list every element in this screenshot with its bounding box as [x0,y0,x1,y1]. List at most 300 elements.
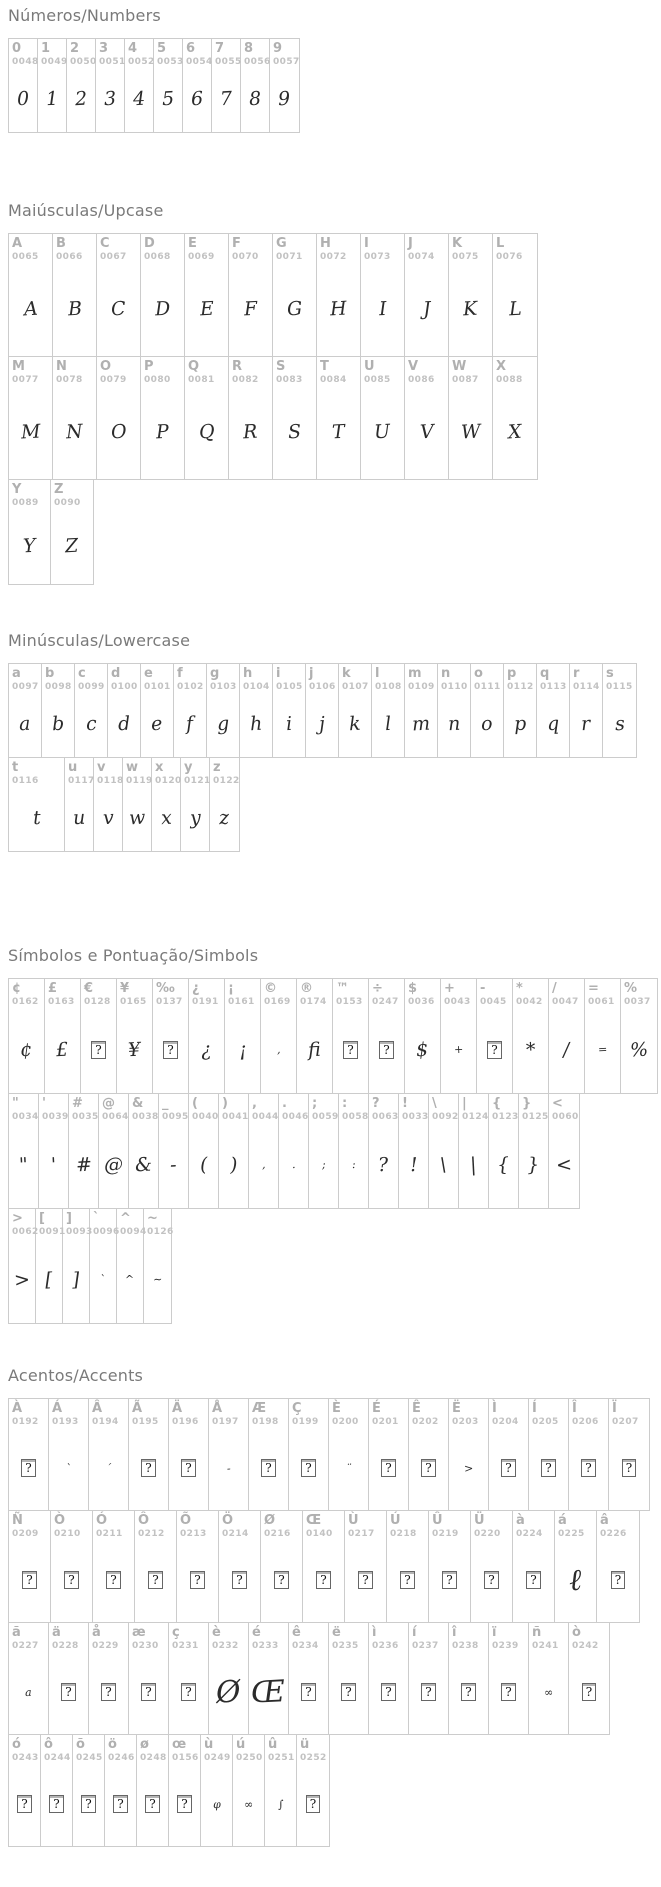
glyph-cell-0109 [405,664,438,757]
cell-char-label: ü [300,1737,310,1752]
glyph-cell-0108 [372,664,405,757]
cell-head [537,664,569,692]
cell-glyph-area [75,692,107,757]
cell-char-label: ; [312,1096,318,1111]
cell-glyph-area [513,1007,548,1093]
glyph-cell-0252 [297,1735,329,1846]
cell-head [273,664,305,692]
cell-char-label: D [144,236,155,251]
glyph-cell-0051 [96,39,125,132]
cell-glyph-area [39,1122,68,1208]
sections [8,6,655,1847]
cell-head [90,1209,120,1237]
cell-head [289,1399,328,1427]
glyph-row [8,1734,330,1847]
glyph-cell-0074 [405,234,449,356]
cell-char-label: ® [300,981,313,996]
handwritten-glyph: V [419,420,434,444]
glyph-cell-0089 [9,480,51,584]
cell-char-label: H [320,236,331,251]
cell-head [108,664,140,692]
handwritten-glyph: ∫ [277,1797,284,1811]
cell-char-label: ` [93,1211,100,1226]
handwritten-glyph: ∞ [243,1797,254,1812]
glyph-cell-0049 [38,39,67,132]
cell-char-label: ] [66,1211,72,1226]
cell-glyph-area [504,692,536,757]
glyph-cell-0104 [240,664,273,757]
missing-glyph-box: ? [501,1683,515,1701]
cell-head [405,234,448,262]
cell-unicode-label: 0219 [432,1528,459,1539]
cell-unicode-label: 0199 [292,1416,319,1427]
cell-unicode-label: 0071 [276,251,303,262]
cell-head [36,1209,66,1237]
cell-head [273,234,316,262]
handwritten-glyph: φ [212,1797,221,1812]
cell-glyph-area [369,1427,408,1510]
cell-unicode-label: 0049 [41,56,68,67]
cell-unicode-label: 0084 [320,374,347,385]
glyph-cell-0048 [9,39,38,132]
handwritten-glyph: } [526,1153,541,1177]
glyph-cell-0111 [471,664,504,757]
cell-glyph-area [9,1763,40,1846]
cell-unicode-label: 0209 [12,1528,39,1539]
glyph-cell-0119 [123,758,152,851]
cell-head [219,1094,248,1122]
cell-head [177,1511,218,1539]
handwritten-glyph: ℓ [568,1562,583,1599]
cell-char-label: 5 [157,41,167,56]
cell-glyph-area [489,1651,528,1734]
cell-head [9,234,52,262]
glyph-cell-0121 [181,758,210,851]
glyph-cell-0128 [81,979,117,1093]
glyph-cell-0072 [317,234,361,356]
handwritten-glyph: $ [415,1038,430,1062]
cell-head [63,1209,93,1237]
cell-glyph-area [333,1007,368,1093]
missing-glyph-box: ? [145,1795,159,1813]
cell-glyph-area [609,1427,649,1510]
cell-unicode-label: 0056 [244,56,271,67]
missing-glyph-box: ? [163,1041,177,1059]
glyph-cell-0101 [141,664,174,757]
glyph-cell-0225 [555,1511,597,1622]
glyph-cell-0038 [129,1094,159,1208]
cell-head [241,39,269,67]
cell-head [289,1623,328,1651]
cell-glyph-area [169,1427,208,1510]
cell-glyph-area [493,385,537,479]
handwritten-glyph: 7 [219,88,233,111]
cell-char-label: X [496,359,507,374]
missing-glyph-box: ? [526,1571,540,1589]
cell-char-label: ù [204,1737,214,1752]
missing-glyph-box: ? [106,1571,120,1589]
cell-glyph-area [51,1539,92,1622]
cell-char-label: Ö [222,1513,234,1528]
glyph-cell-0106 [306,664,339,757]
cell-char-label: & [132,1096,144,1111]
cell-char-label: I [364,236,369,251]
glyph-cell-0042 [513,979,549,1093]
cell-unicode-label: 0035 [72,1111,99,1122]
cell-unicode-label: 0251 [268,1752,295,1763]
cell-unicode-label: 0072 [320,251,347,262]
glyph-cell-0095 [159,1094,189,1208]
cell-head [183,39,211,67]
glyph-cell-0033 [399,1094,429,1208]
cell-char-label: f [177,666,183,681]
cell-glyph-area [513,1539,554,1622]
glyph-cell-0245 [73,1735,105,1846]
cell-glyph-area [207,692,239,757]
cell-glyph-area [273,385,316,479]
cell-char-label: Ú [390,1513,401,1528]
cell-char-label: Q [188,359,200,374]
cell-char-label: 7 [215,41,225,56]
cell-glyph-area [303,1539,344,1622]
cell-head [369,1094,398,1122]
cell-unicode-label: 0174 [300,996,327,1007]
handwritten-glyph: ^ [125,1273,135,1287]
handwritten-glyph: i [285,713,293,736]
section-numbers [8,6,655,133]
cell-glyph-area [9,1651,48,1734]
cell-glyph-area [261,1007,296,1093]
cell-glyph-area [97,262,140,356]
cell-char-label: © [264,981,277,996]
cell-unicode-label: 0067 [100,251,127,262]
glyph-cell-0082 [229,357,273,479]
cell-unicode-label: 0108 [375,681,402,692]
handwritten-glyph: ¥ [127,1038,142,1062]
glyph-cell-0107 [339,664,372,757]
cell-head [181,758,209,786]
cell-unicode-label: 0194 [92,1416,119,1427]
cell-char-label: è [212,1625,221,1640]
cell-char-label: - [480,981,486,996]
cell-head [333,979,368,1007]
cell-glyph-area [241,67,269,132]
cell-unicode-label: 0103 [210,681,237,692]
glyph-cell-0085 [361,357,405,479]
cell-char-label: Ø [264,1513,276,1528]
cell-glyph-area [63,1237,89,1323]
glyph-cell-0214 [219,1511,261,1622]
handwritten-glyph: q [546,713,560,736]
cell-unicode-label: 0195 [132,1416,159,1427]
cell-unicode-label: 0047 [552,996,579,1007]
glyph-cell-0050 [67,39,96,132]
glyph-row [8,1208,172,1324]
cell-head [369,1623,408,1651]
cell-head [329,1399,368,1427]
handwritten-glyph: m [411,712,431,736]
missing-glyph-box: ? [341,1683,355,1701]
cell-glyph-area [169,1763,200,1846]
glyph-cell-0140 [303,1511,345,1622]
cell-glyph-area [9,262,52,356]
cell-glyph-area [519,1122,548,1208]
handwritten-glyph: G [286,297,303,321]
handwritten-glyph: ¿ [200,1038,213,1062]
handwritten-glyph: @ [103,1153,124,1177]
handwritten-glyph: { [496,1153,511,1177]
cell-unicode-label: 0193 [52,1416,79,1427]
cell-glyph-area [279,1122,308,1208]
cell-glyph-area [361,385,404,479]
cell-glyph-area [189,1007,224,1093]
glyph-cell-0239 [489,1623,529,1734]
cell-unicode-label: 0055 [215,56,242,67]
cell-head [9,39,37,67]
cell-head [93,1511,134,1539]
cell-head [209,1399,248,1427]
cell-unicode-label: 0062 [12,1226,39,1237]
cell-unicode-label: 0252 [300,1752,327,1763]
cell-glyph-area [249,1651,288,1734]
missing-glyph-box: ? [21,1459,35,1477]
cell-char-label: î [452,1625,457,1640]
cell-head [212,39,240,67]
cell-head [609,1399,649,1427]
cell-head [249,1623,288,1651]
cell-glyph-area [141,385,184,479]
cell-unicode-label: 0033 [402,1111,429,1122]
glyph-row [8,978,658,1094]
cell-char-label: , [252,1096,257,1111]
cell-unicode-label: 0040 [192,1111,219,1122]
glyph-row [8,1398,650,1511]
handwritten-glyph: e [150,713,164,736]
cell-head [225,979,260,1007]
cell-head [361,357,404,385]
cell-glyph-area [49,1427,88,1510]
cell-unicode-label: 0214 [222,1528,249,1539]
cell-glyph-area [361,262,404,356]
cell-glyph-area [210,786,239,851]
cell-glyph-area [273,692,305,757]
cell-head [9,1399,48,1427]
handwritten-glyph: ~ [152,1273,163,1287]
cell-char-label: b [45,666,55,681]
glyph-cell-0201 [369,1399,409,1510]
handwritten-glyph: Œ [250,1673,287,1711]
cell-glyph-area [9,1427,48,1510]
glyph-cell-0065 [9,234,53,356]
cell-glyph-area [73,1763,104,1846]
glyph-cell-0034 [9,1094,39,1208]
cell-head [189,1094,218,1122]
glyph-cell-0061 [585,979,621,1093]
cell-char-label: G [276,236,287,251]
handwritten-glyph: H [329,297,348,321]
cell-head [141,664,173,692]
cell-unicode-label: 0163 [48,996,75,1007]
missing-glyph-box: ? [442,1571,456,1589]
cell-char-label: * [516,981,523,996]
cell-glyph-area [229,262,272,356]
cell-char-label: = [588,981,599,996]
cell-unicode-label: 0115 [606,681,633,692]
cell-head [9,1623,48,1651]
cell-head [459,1094,488,1122]
glyph-cell-0230 [129,1623,169,1734]
cell-head [471,664,503,692]
handwritten-glyph: 1 [45,88,59,111]
cell-glyph-area [185,262,228,356]
glyph-cell-0234 [289,1623,329,1734]
cell-unicode-label: 0237 [412,1640,439,1651]
cell-head [154,39,182,67]
cell-unicode-label: 0126 [147,1226,174,1237]
glyph-cell-0200 [329,1399,369,1510]
cell-unicode-label: 0235 [332,1640,359,1651]
cell-unicode-label: 0050 [70,56,97,67]
section-lowercase [8,631,655,852]
cell-char-label: [ [39,1211,45,1226]
cell-glyph-area [42,692,74,757]
glyph-cell-0153 [333,979,369,1093]
cell-glyph-area [53,262,96,356]
cell-head [185,234,228,262]
section-upcase [8,201,655,585]
glyph-cell-0163 [45,979,81,1093]
cell-char-label: T [320,359,329,374]
glyph-row [8,663,637,758]
cell-head [585,979,620,1007]
glyph-cell-0069 [185,234,229,356]
cell-char-label: ^ [120,1211,131,1226]
cell-glyph-area [570,692,602,757]
glyph-cell-0073 [361,234,405,356]
cell-head [141,234,184,262]
cell-glyph-area [229,385,272,479]
glyph-cell-0059 [309,1094,339,1208]
cell-unicode-label: 0109 [408,681,435,692]
handwritten-glyph: z [218,807,231,830]
cell-glyph-area [105,1763,136,1846]
glyph-cell-0117 [65,758,94,851]
cell-unicode-label: 0242 [572,1640,599,1651]
cell-glyph-area [141,692,173,757]
section-symbols [8,946,655,1324]
cell-head [51,1511,92,1539]
cell-char-label: F [232,236,241,251]
glyph-cell-0087 [449,357,493,479]
cell-unicode-label: 0116 [12,775,39,786]
handwritten-glyph: N [65,420,84,444]
cell-head [387,1511,428,1539]
cell-glyph-area [45,1007,80,1093]
missing-glyph-box: ? [274,1571,288,1589]
handwritten-glyph: ! [409,1153,418,1176]
cell-unicode-label: 0093 [66,1226,93,1237]
cell-glyph-area [93,1539,134,1622]
missing-glyph-box: ? [381,1683,395,1701]
cell-unicode-label: 0243 [12,1752,39,1763]
cell-unicode-label: 0239 [492,1640,519,1651]
handwritten-glyph: p [513,713,527,736]
missing-glyph-box: ? [582,1683,596,1701]
handwritten-glyph: ` [99,1273,107,1287]
handwritten-glyph: A [23,297,38,321]
cell-unicode-label: 0079 [100,374,127,385]
cell-head [399,1094,428,1122]
glyph-cell-0209 [9,1511,51,1622]
cell-char-label: ¢ [12,981,22,996]
cell-unicode-label: 0085 [364,374,391,385]
cell-unicode-label: 0224 [516,1528,543,1539]
glyph-cell-0213 [177,1511,219,1622]
cell-head [409,1623,448,1651]
glyph-cell-0058 [339,1094,369,1208]
handwritten-glyph: ∞ [543,1685,554,1700]
cell-char-label: Å [212,1401,223,1416]
cell-unicode-label: 0100 [111,681,138,692]
cell-unicode-label: 0216 [264,1528,291,1539]
handwritten-glyph: F [243,297,258,321]
missing-glyph-box: ? [64,1571,78,1589]
cell-unicode-label: 0217 [348,1528,375,1539]
cell-head [555,1511,596,1539]
cell-glyph-area [233,1763,264,1846]
cell-glyph-area [569,1651,609,1734]
cell-glyph-area [174,692,206,757]
cell-char-label: J [408,236,413,251]
cell-glyph-area [9,508,50,584]
cell-head [141,357,184,385]
cell-glyph-area [9,1539,50,1622]
cell-head [489,1094,518,1122]
missing-glyph-box: ? [316,1571,330,1589]
glyph-cell-0096 [90,1209,120,1323]
handwritten-glyph: x [160,807,172,830]
cell-head [123,758,151,786]
cell-head [67,39,95,67]
cell-unicode-label: 0064 [102,1111,129,1122]
cell-char-label: " [12,1096,19,1111]
cell-glyph-area [477,1007,512,1093]
cell-glyph-area [169,1651,208,1734]
cell-head [603,664,636,692]
glyph-cell-0217 [345,1511,387,1622]
cell-unicode-label: 0107 [342,681,369,692]
cell-unicode-label: 0065 [12,251,39,262]
handwritten-glyph: = [597,1043,608,1057]
glyph-cell-0124 [459,1094,489,1208]
cell-char-label: L [496,236,505,251]
cell-glyph-area [225,1007,260,1093]
handwritten-glyph: ) [229,1153,238,1176]
missing-glyph-box: ? [484,1571,498,1589]
cell-glyph-area [65,786,93,851]
glyph-row [8,1510,640,1623]
cell-glyph-area [369,1007,404,1093]
cell-char-label: % [624,981,638,996]
cell-unicode-label: 0192 [12,1416,39,1427]
cell-head [261,1511,302,1539]
glyph-cell-0041 [219,1094,249,1208]
cell-head [493,357,537,385]
cell-unicode-label: 0074 [408,251,435,262]
cell-unicode-label: 0048 [12,56,39,67]
cell-unicode-label: 0121 [184,775,211,786]
cell-glyph-area [181,786,209,851]
